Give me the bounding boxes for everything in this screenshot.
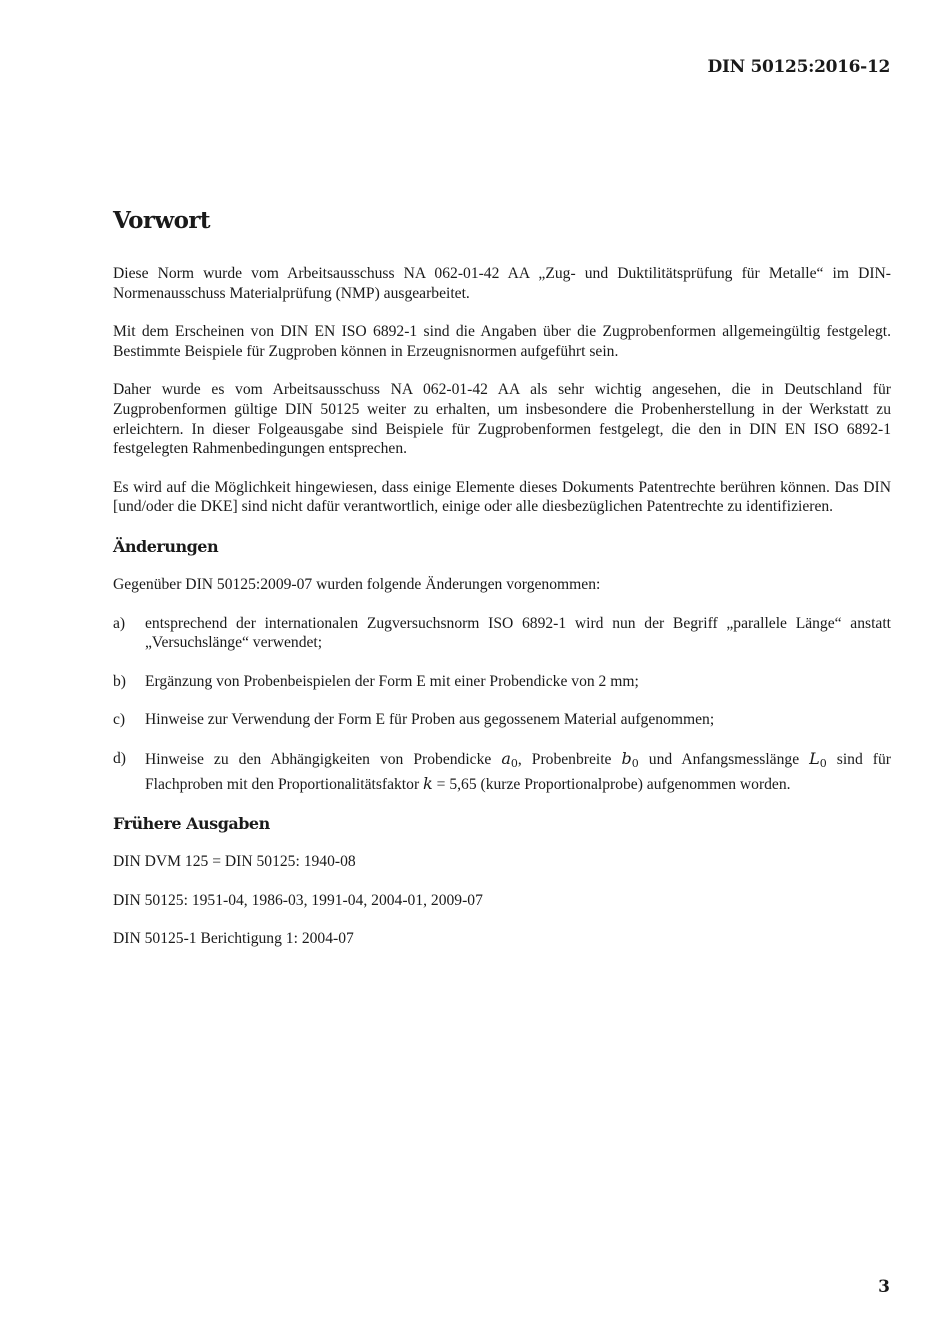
list-item	[113, 672, 891, 692]
text-segment: = 5,65 (kurze Proportionalprobe) aufgenommen worden.	[432, 775, 791, 793]
symbol-proportionalitaetsfaktor: k	[423, 773, 433, 793]
page-number: 3	[878, 1277, 890, 1297]
list-item	[113, 614, 891, 653]
symbol-probendicke: $a_0$	[501, 748, 518, 770]
list-item-text	[145, 749, 891, 794]
text-segment: sind für Flachproben mit den Proportionalitätsfaktor	[145, 750, 891, 793]
aenderungen-heading: Änderungen	[113, 536, 219, 556]
page-content	[113, 205, 891, 968]
vorwort-heading: Vorwort	[113, 207, 210, 234]
vorwort-paragraph-1: Diese Norm wurde vom Arbeitsausschuss NA 062-01-42 AA „Zug- und Duktilitätsprüfung für Metalle“ im DIN-Normenausschuss Materialprüfung (NMP) ausgearbeitet.	[113, 265, 891, 302]
list-item-text: Ergänzung von Probenbeispielen der Form E mit einer Probendicke von 2 mm;	[145, 672, 639, 690]
list-marker: a)	[113, 614, 126, 632]
edition-line: DIN DVM 125 = DIN 50125: 1940-08	[113, 853, 356, 871]
text-segment: und Anfangsmesslänge	[638, 750, 810, 768]
symbol-probenbreite: $b_0$	[621, 748, 639, 770]
vorwort-paragraph-4: Es wird auf die Möglichkeit hingewiesen, dass einige Elemente dieses Dokuments Patentrechte berühren können. Das DIN [und/oder die DKE] sind nicht dafür verantwortlich, einige oder alle diesbezüglichen Patentrechte zu identifizieren.	[113, 478, 891, 516]
list-marker: c)	[113, 711, 126, 729]
list-marker: b)	[113, 672, 126, 690]
vorwort-paragraph-2: Mit dem Erscheinen von DIN EN ISO 6892-1 sind die Angaben über die Zugprobenformen allgemeingültig festgelegt. Bestimmte Beispiele für Zugproben können in Erzeugnisnormen aufgeführt sein.	[113, 323, 891, 360]
text-segment: Hinweise zu den Abhängigkeiten von Probendicke	[145, 750, 502, 768]
list-item-text: entsprechend der internationalen Zugversuchsnorm ISO 6892-1 wird nun der Begriff „parallele Länge“ anstatt „Versuchslänge“ verwendet;	[145, 614, 891, 652]
edition-line: DIN 50125: 1951-04, 1986-03, 1991-04, 2004-01, 2009-07	[113, 891, 483, 909]
list-item	[113, 710, 891, 730]
list-item-text: Hinweise zur Verwendung der Form E für Proben aus gegossenem Material aufgenommen;	[145, 711, 715, 729]
fruehere-ausgaben-heading: Frühere Ausgaben	[113, 814, 270, 834]
aenderungen-intro: Gegenüber DIN 50125:2009-07 wurden folgende Änderungen vorgenommen:	[113, 575, 601, 593]
edition-line: DIN 50125-1 Berichtigung 1: 2004-07	[113, 930, 354, 948]
list-item	[113, 749, 891, 794]
vorwort-paragraph-3: Daher wurde es vom Arbeitsausschuss NA 062-01-42 AA als sehr wichtig angesehen, die in Deutschland für Zugprobenformen gültige DIN 50125 weiter zu erhalten, um insbesondere die Probenherstellung in der Werkstatt zu erleichtern. In dieser Folgeausgabe sind Beispiele für Zugprobenformen festgelegt, die den in DIN EN ISO 6892-1 festgelegten Rahmenbedingungen entsprechen.	[113, 381, 891, 458]
list-marker: d)	[113, 749, 126, 767]
text-segment: , Probenbreite	[517, 750, 622, 768]
symbol-anfangsmesslaenge: $L_0$	[809, 748, 827, 770]
document-id-header: DIN 50125:2016-12	[707, 57, 890, 77]
